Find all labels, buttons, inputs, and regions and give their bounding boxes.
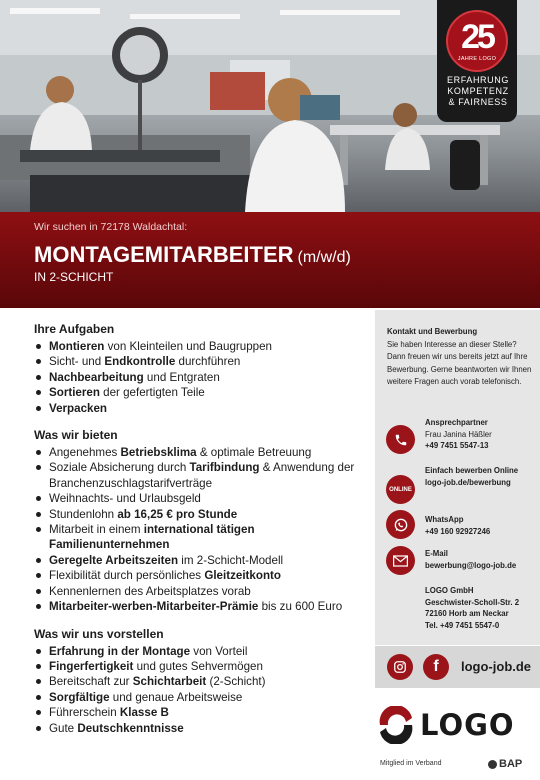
facebook-icon[interactable]: f [423, 654, 449, 680]
online-url[interactable]: logo-job.de/bewerbung [425, 477, 511, 487]
tasks-heading: Ihre Aufgaben [34, 322, 115, 336]
list-item [34, 553, 369, 568]
list-item [34, 385, 369, 400]
contact-panel [375, 310, 540, 645]
website-link[interactable]: logo-job.de [461, 659, 532, 674]
badge-line: KOMPETENZ [447, 86, 509, 96]
profile-list [34, 644, 369, 736]
list-item-bold: Klasse B [119, 706, 169, 720]
list-item-pre: Sicht- und [49, 355, 105, 369]
list-item-bold: Montieren [49, 340, 105, 353]
list-item [34, 491, 369, 506]
list-item-rest: und Entgraten [143, 370, 220, 384]
email-label: E-Mail [425, 549, 448, 558]
email-contact [425, 548, 537, 571]
profile-heading: Was wir uns vorstellen [34, 626, 164, 641]
social-bar [375, 646, 540, 688]
job-details [34, 322, 369, 748]
list-item-bold: ab 16,25 € pro Stunde [117, 507, 238, 521]
list-item-pre: Gute [49, 721, 78, 735]
list-item-pre: Kennenlernen des Arbeitsplatzes vorab [49, 584, 251, 598]
list-item-bold: Tarifbindung [189, 461, 260, 475]
list-item-pre: Stundenlohn [49, 507, 118, 521]
association-mark [488, 760, 497, 769]
logo-wordmark: LOGO [420, 708, 515, 742]
list-item-bold: Nachbearbeitung [49, 370, 144, 384]
anniversary-subtitle: JAHRE LOGO [457, 56, 497, 62]
list-item-pre: Soziale Absicherung durch [49, 461, 190, 475]
email-address[interactable]: bewerbung@logo-job.de [425, 560, 517, 570]
company-city: 72160 Horb am Neckar [425, 609, 509, 618]
list-item [34, 401, 369, 416]
list-item-rest: und gutes Sehvermögen [133, 659, 263, 673]
list-item-bold: Gleitzeitkonto [204, 569, 281, 583]
list-item-rest: bis zu 600 Euro [258, 600, 343, 614]
list-item [34, 354, 369, 369]
job-title [34, 242, 351, 268]
company-street: Geschwister-Scholl-Str. 2 [425, 597, 520, 607]
list-item-bold: Sortieren [49, 386, 100, 400]
list-item-pre: Flexibilität durch persönliches [49, 569, 205, 583]
list-item-rest: und genaue Arbeitsweise [109, 690, 243, 704]
list-item-rest: von Vorteil [190, 644, 248, 658]
company-name: LOGO GmbH [425, 586, 474, 595]
contact-person [425, 417, 537, 452]
online-label: Einfach bewerben Online [425, 466, 519, 475]
list-item [34, 721, 369, 736]
shift-info: IN 2-SCHICHT [34, 270, 114, 284]
badge-line: & FAIRNESS [448, 97, 508, 107]
list-item-pre: Führerschein [49, 706, 120, 720]
whatsapp-number[interactable]: +49 160 92927246 [425, 526, 491, 536]
list-item-rest: von Kleinteilen und Baugruppen [104, 340, 273, 353]
list-item-bold: Verpacken [49, 401, 108, 415]
list-item [34, 339, 369, 354]
list-item [34, 599, 369, 614]
list-item-rest: & optimale Betreuung [196, 446, 312, 460]
contact-intro-text: Sie haben Interesse an dieser Stelle? Dann freuen wir uns bereits jetzt auf Ihre Bewerbung. Gerne beantworten wir Ihnen weitere Fragen auch vorab telefonisch. [387, 339, 532, 386]
list-item [34, 460, 369, 491]
list-item [34, 674, 369, 689]
list-item [34, 690, 369, 705]
list-item-bold: Schichtarbeit [132, 675, 207, 689]
tasks-list [34, 339, 369, 416]
job-title-text: MONTAGEMITARBEITER [34, 242, 294, 267]
list-item-rest: (2-Schicht) [206, 675, 266, 689]
title-banner [0, 212, 540, 308]
whatsapp-icon[interactable] [386, 510, 415, 539]
list-item-pre: Mitarbeit in einem [49, 523, 144, 537]
list-item-pre: Angenehmes [49, 446, 121, 460]
company-address [425, 585, 537, 631]
list-item-bold: Sorgfältige [49, 690, 110, 704]
whatsapp-contact [425, 514, 537, 537]
list-item-rest: durchführen [175, 355, 241, 369]
anniversary-number: 25 [461, 18, 493, 56]
whatsapp-label: WhatsApp [425, 515, 464, 524]
contact-heading: Kontakt und Bewerbung [387, 327, 478, 336]
list-item-rest: im 2-Schicht-Modell [178, 553, 284, 567]
company-logo [376, 706, 536, 746]
list-item [34, 584, 369, 599]
list-item-bold: Geregelte Arbeitszeiten [49, 553, 179, 567]
list-item-bold: Betriebsklima [120, 446, 197, 460]
anniversary-lines [442, 75, 514, 108]
list-item-bold: Erfahrung in der Montage [49, 644, 191, 658]
person-label: Ansprechpartner [425, 418, 488, 427]
list-item [34, 659, 369, 674]
list-item-bold: Fingerfertigkeit [49, 659, 134, 673]
offer-heading: Was wir bieten [34, 428, 118, 443]
online-apply-icon[interactable] [386, 475, 415, 504]
location-line: Wir suchen in 72178 Waldachtal: [34, 221, 188, 233]
badge-line: ERFAHRUNG [447, 75, 509, 85]
mail-icon[interactable] [386, 546, 415, 575]
list-item-pre: Bereitschaft zur [49, 675, 133, 689]
logo-mark [376, 706, 416, 744]
list-item-bold: international tätigen Familienunternehmen [49, 523, 255, 552]
membership-note: Mitglied im Verband [380, 760, 442, 767]
list-item [34, 568, 369, 583]
contact-intro [387, 326, 535, 389]
list-item-bold: Deutschkenntnisse [77, 721, 184, 735]
online-apply [425, 465, 537, 488]
person-phone[interactable]: +49 7451 5547-13 [425, 441, 489, 450]
list-item [34, 644, 369, 659]
online-badge: ONLINE [389, 486, 412, 493]
list-item-rest: der gefertigten Teile [99, 386, 205, 400]
list-item-bold: Mitarbeiter-werben-Mitarbeiter-Prämie [49, 600, 259, 614]
company-phone[interactable]: Tel. +49 7451 5547-0 [425, 620, 500, 630]
list-item [34, 370, 369, 385]
instagram-icon[interactable] [387, 654, 413, 680]
association-name: BAP [499, 758, 523, 770]
list-item [34, 705, 369, 720]
person-name: Frau Janina Häßler [425, 429, 492, 439]
list-item [34, 445, 369, 460]
offer-list [34, 445, 369, 614]
list-item [34, 507, 369, 522]
gender-note: (m/w/d) [297, 249, 351, 266]
list-item [34, 522, 369, 553]
phone-icon [386, 425, 415, 454]
list-item-rest: & Anwendung der Branchenzuschlagstarifverträge [49, 461, 355, 490]
list-item-bold: Endkontrolle [104, 355, 176, 369]
list-item-pre: Weihnachts- und Urlaubsgeld [49, 492, 201, 506]
